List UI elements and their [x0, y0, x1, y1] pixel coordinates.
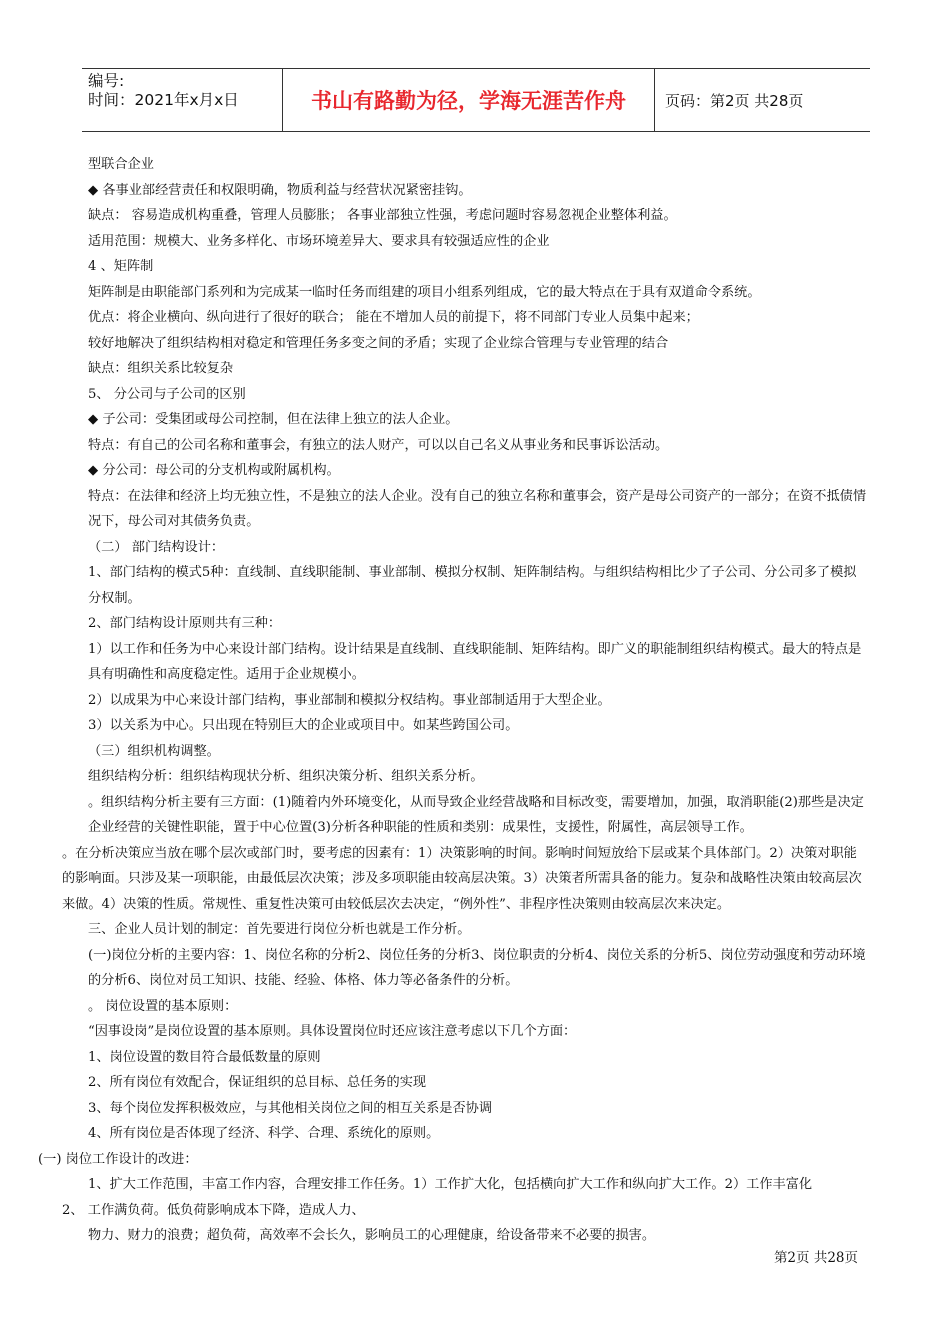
text-line: 组织结构分析：组织结构现状分析、组织决策分析、组织关系分析。 [88, 769, 484, 784]
text-line: 较好地解决了组织结构相对稳定和管理任务多变之间的矛盾；实现了企业综合管理与专业管理的结合 [88, 335, 669, 351]
section-heading: 5、 分公司与子公司的区别 [88, 386, 246, 402]
section-heading: 三、企业人员计划的制定：首先要进行岗位分析也就是工作分析。 [88, 922, 471, 937]
text-line: 特点：有自己的公司名称和董事会，有独立的法人财产，可以以自己名义从事业务和民事诉讼活动。 [88, 437, 669, 453]
text-line: 2）以成果为中心来设计部门结构，事业部制和模拟分权结构。事业部制适用于大型企业。 [88, 692, 611, 708]
section-heading: 4 、矩阵制 [88, 259, 154, 274]
bullet-line: ◆ 子公司：受集团或母公司控制，但在法律上独立的法人企业。 [88, 412, 459, 427]
text-line: 。组织结构分析主要有三方面：(1)随着内外环境变化，从而导致企业经营战略和目标改变，需要增加，加强，取消职能(2)那些是决定企业经营的关键性职能，置于中心位置(3)分析各种职能的性质和类别：成果性，支援性，附属性，高层领导工作。 [88, 794, 864, 835]
text-line: 。 岗位设置的基本原则： [88, 998, 238, 1014]
bullet-line: ◆ 各事业部经营责任和权限明确，物质利益与经营状况紧密挂钩。 [88, 182, 472, 198]
list-item: 4、所有岗位是否体现了经济、科学、合理、系统化的原则。 [88, 1126, 440, 1141]
page-header [82, 68, 870, 132]
text-line: 1、部门结构的模式5种：直线制、直线职能制、事业部制、模拟分权制、矩阵制结构。与组织结构相比少了子公司、分公司多了模拟分权制。 [88, 565, 857, 606]
header-info [82, 69, 282, 131]
text-line: 型联合企业 [88, 157, 154, 172]
text-line: 物力、财力的浪费；超负荷，高效率不会长久，影响员工的心理健康，给设备带来不必要的损害。 [88, 1228, 656, 1243]
text-line: 矩阵制是由职能部门系列和为完成某一临时任务而组建的项目小组系列组成，它的最大特点在于具有双道命令系统。 [88, 284, 761, 300]
page-footer: 第2页 共28页 [773, 1250, 858, 1266]
section-heading: （三）组织机构调整。 [88, 743, 220, 759]
text-line: 2、 工作满负荷。低负荷影响成本下降，造成人力、 [62, 1202, 365, 1218]
text-line: 特点：在法律和经济上均无独立性，不是独立的法人企业。没有自己的独立名称和董事会，资产是母公司资产的一部分；在资不抵债情况下，母公司对其债务负责。 [88, 488, 867, 529]
list-item: 3、每个岗位发挥积极效应，与其他相关岗位之间的相互关系是否协调 [88, 1100, 493, 1116]
text-line: 缺点： 容易造成机构重叠，管理人员膨胀； 各事业部独立性强，考虑问题时容易忽视企业整体利益。 [88, 208, 677, 223]
text-line: 1）以工作和任务为中心来设计部门结构。设计结果是直线制、直线职能制、矩阵结构。即广义的职能制组织结构模式。最大的特点是具有明确性和高度稳定性。适用于企业规模小。 [88, 641, 862, 682]
header-motto: 书山有路勤为径，学海无涯苦作舟 [282, 69, 655, 131]
bullet-line: ◆ 分公司：母公司的分支机构或附属机构。 [88, 463, 340, 478]
section-heading: （二） 部门结构设计： [88, 539, 225, 555]
document-body [38, 152, 868, 1249]
time-label: 时间：2021年x月x日 [88, 91, 239, 109]
list-item: 2、所有岗位有效配合，保证组织的总目标、总任务的实现 [88, 1075, 427, 1090]
list-item: 1、岗位设置的数目符合最低数量的原则 [88, 1049, 321, 1065]
number-label: 编号: [88, 72, 125, 90]
text-line: 优点：将企业横向、纵向进行了很好的联合； 能在不增加人员的前提下，将不同部门专业人员集中起来； [88, 310, 699, 325]
text-line: “因事设岗”是岗位设置的基本原则。具体设置岗位时还应该注意考虑以下几个方面： [88, 1024, 577, 1039]
text-line: 2、部门结构设计原则共有三种： [88, 616, 282, 631]
text-line: 1、扩大工作范围，丰富工作内容，合理安排工作任务。1）工作扩大化，包括横向扩大工作和纵向扩大工作。2）工作丰富化 [88, 1177, 813, 1192]
text-line: 适用范围：规模大、业务多样化、市场环境差异大、要求具有较强适应性的企业 [88, 233, 550, 249]
text-line: (一)岗位分析的主要内容：1、岗位名称的分析2、岗位任务的分析3、岗位职责的分析4、岗位关系的分析5、岗位劳动强度和劳动环境的分析6、岗位对员工知识、技能、经验、体格、体力等必备条件的分析。 [88, 947, 866, 988]
section-heading: (一) 岗位工作设计的改进： [38, 1151, 198, 1167]
text-line: 。在分析决策应当放在哪个层次或部门时，要考虑的因素有：1）决策影响的时间。影响时间短放给下层或某个具体部门。2）决策对职能的影响面。只涉及某一项职能，由最低层次决策；涉及多项职能由较高层决策。3）决策者所需具备的能力。复杂和战略性决策由较高层次来做。4）决策的性质。常规性、重复性决策可由较低层次去决定，“例外性”、非程序性决策则由较高层次来决定。 [62, 845, 862, 912]
text-line: 缺点：组织关系比较复杂 [88, 361, 234, 376]
header-page-label: 页码：第2页 共28页 [665, 91, 804, 110]
text-line: 3）以关系为中心。只出现在特别巨大的企业或项目中。如某些跨国公司。 [88, 718, 519, 733]
